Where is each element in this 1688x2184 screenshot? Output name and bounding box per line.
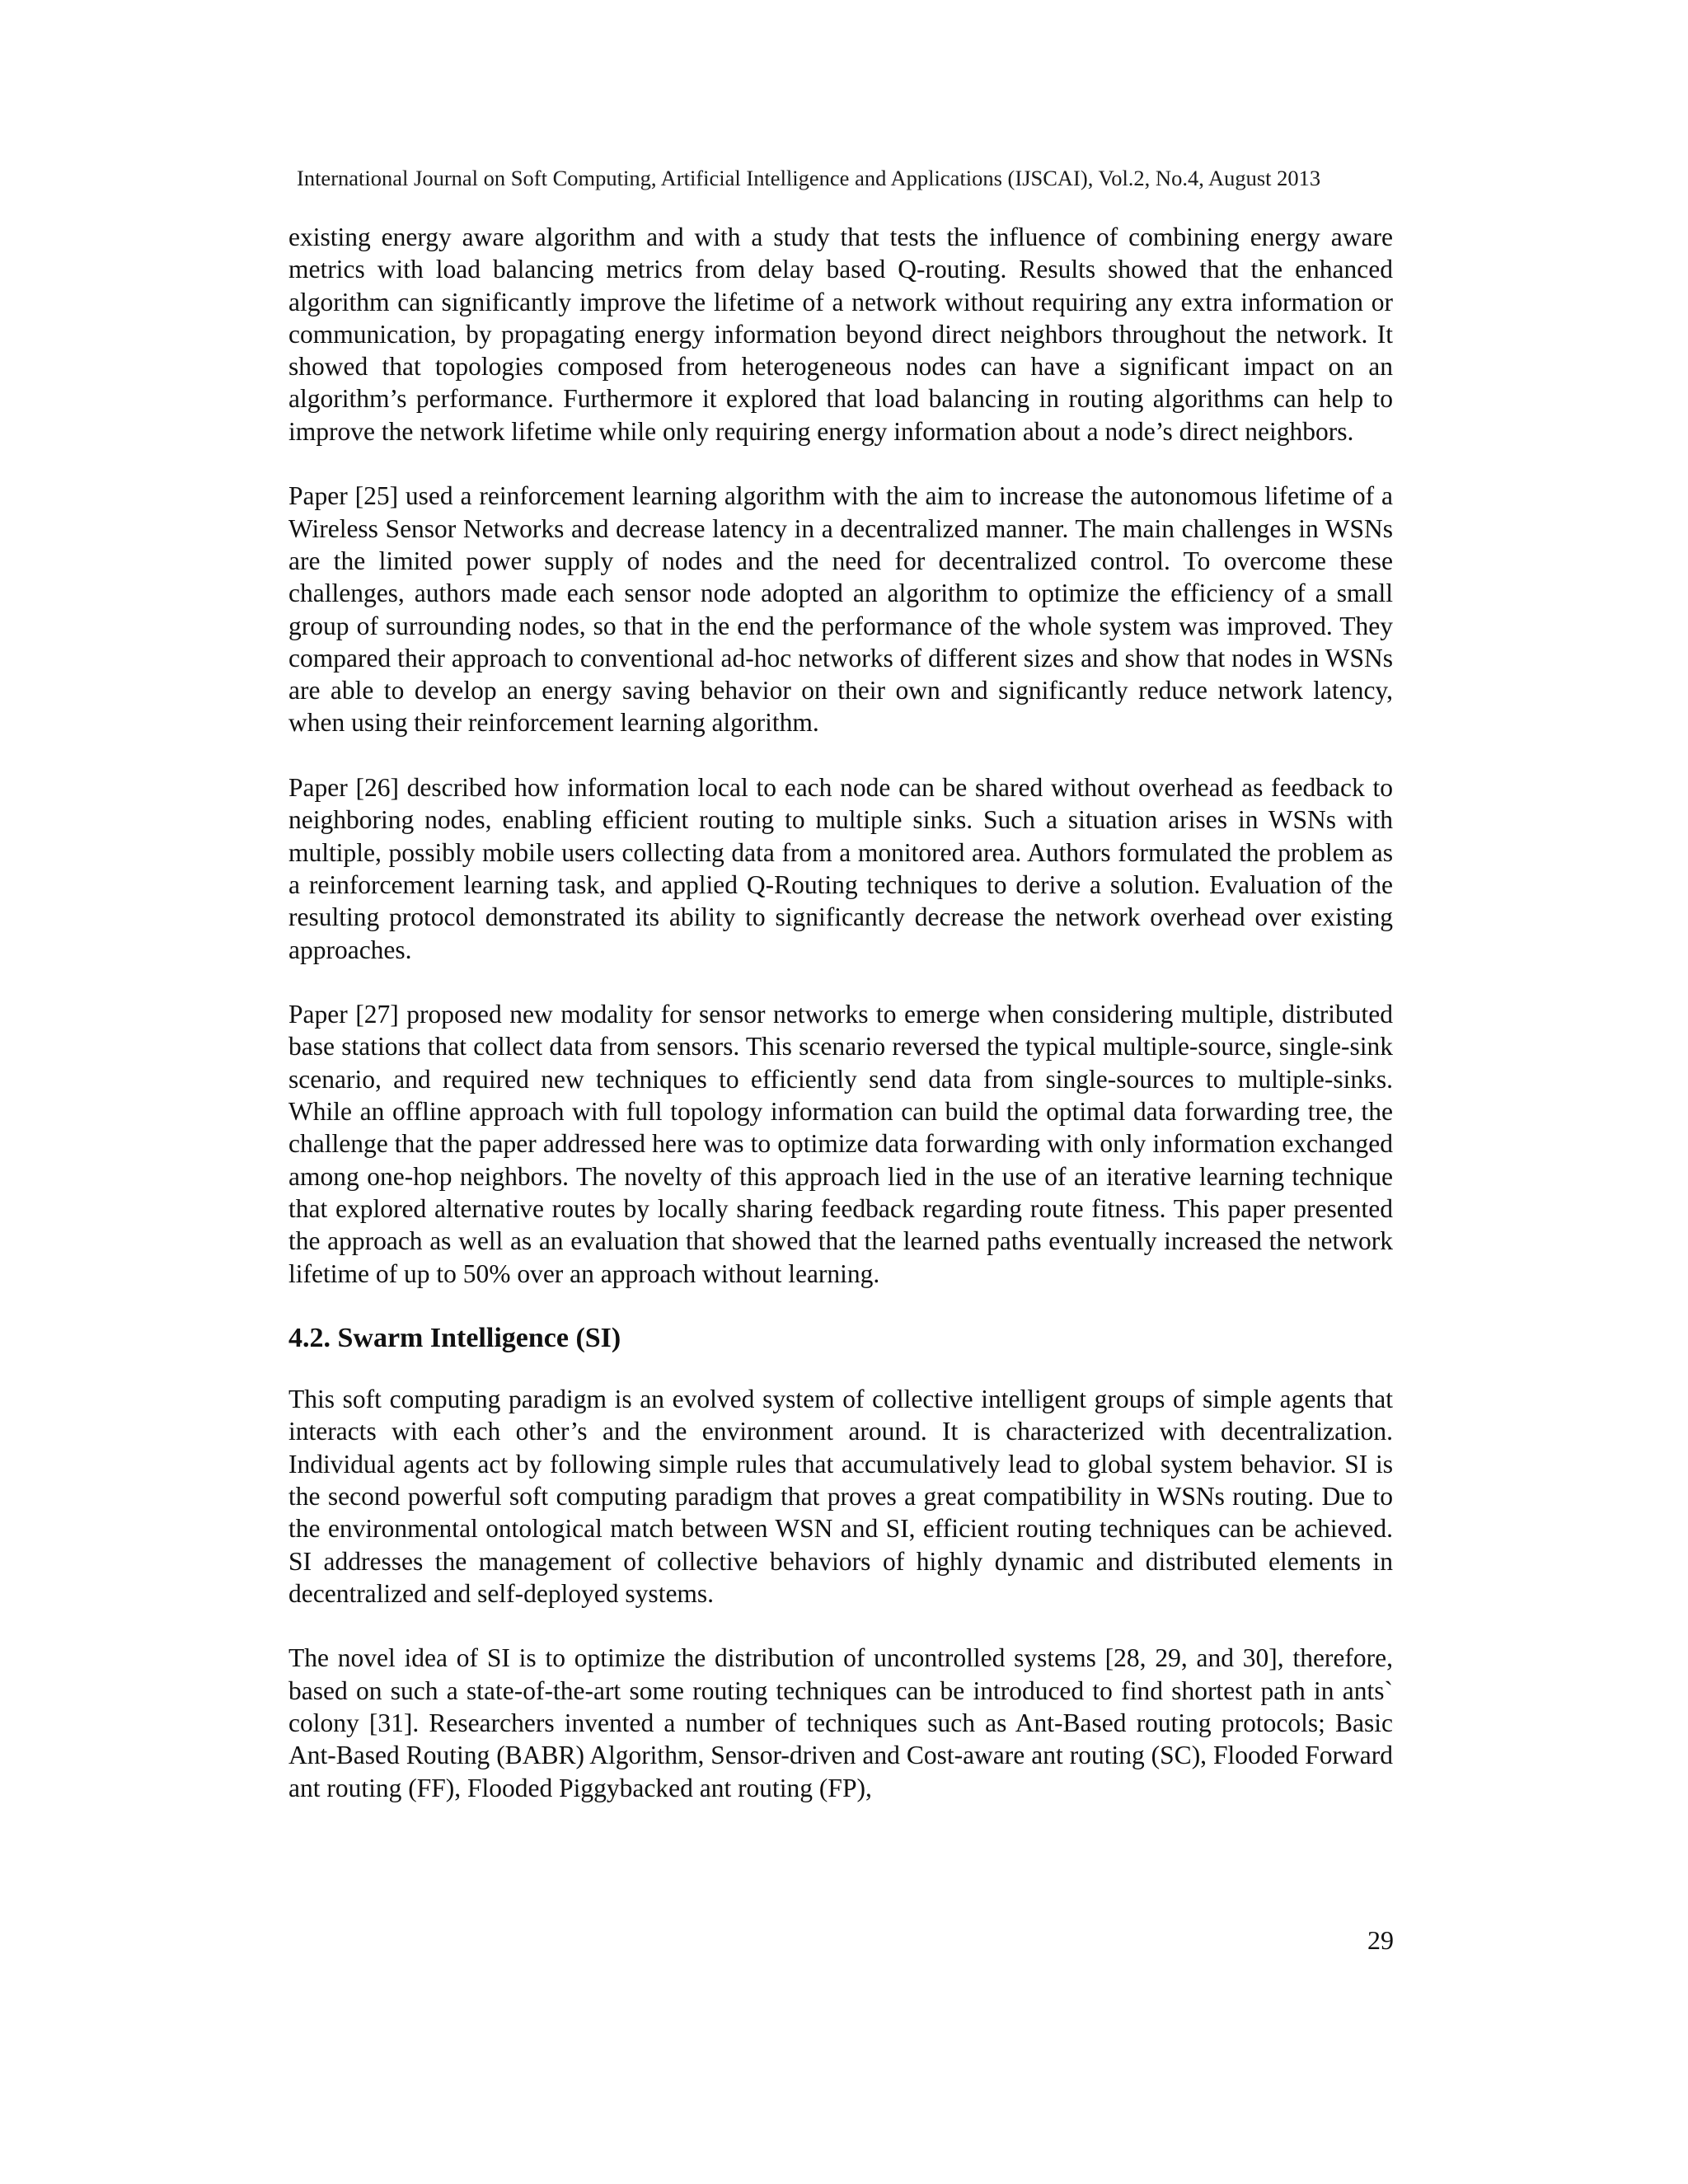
paragraph-continuation: existing energy aware algorithm and with a study that tests the influence of combining energy aware metrics with load balancing metrics from delay based Q-routing. Results showed that the enhanced algorithm can significantly improve the lifetime of a network without requiring any extra information or communication, by propagating energy information beyond direct neighbors throughout the network. It showed that topologies composed from heterogeneous nodes can have a significant impact on an algorithm’s performance. Furthermore it explored that load balancing in routing algorithms can help to improve the network lifetime while only requiring energy information about a node’s direct neighbors. <box>288 223 1393 446</box>
page-number: 29 <box>1367 1925 1394 1955</box>
paragraph-paper-27: Paper [27] proposed new modality for sensor networks to emerge when considering multiple, distributed base stations that collect data from sensors. This scenario reversed the typical multiple-source, single-sink scenario, and required new techniques to efficiently send data from single-sources to multiple-sinks. While an offline approach with full topology information can build the optimal data forwarding tree, the challenge that the paper addressed here was to optimize data forwarding with only information exchanged among one-hop neighbors. The novelty of this approach lied in the use of an iterative learning technique that explored alternative routes by locally sharing feedback regarding route fitness. This paper presented the approach as well as an evaluation that showed that the learned paths eventually increased the network lifetime of up to 50% over an approach without learning. <box>288 1000 1393 1288</box>
paragraph-si-novel-idea: The novel idea of SI is to optimize the distribution of uncontrolled systems [28, 29, and 30], therefore, based on such a state-of-the-art some routing techniques can be introduced to find shortest path in ants` colony [31]. Researchers invented a number of techniques such as Ant-Based routing protocols; Basic Ant-Based Routing (BABR) Algorithm, Sensor-driven and Cost-aware ant routing (SC), Flooded Forward ant routing (FF), Flooded Piggybacked ant routing (FP), <box>288 1643 1393 1802</box>
running-header: International Journal on Soft Computing, Artificial Intelligence and Applications (IJSCAI), Vol.2, No.4, August 2013 <box>297 166 1321 190</box>
paragraph-paper-26: Paper [26] described how information local to each node can be shared without overhead as feedback to neighboring nodes, enabling efficient routing to multiple sinks. Such a situation arises in WSNs with multiple, possibly mobile users collecting data from a monitored area. Authors formulated the problem as a reinforcement learning task, and applied Q-Routing techniques to derive a solution. Evaluation of the resulting protocol demonstrated its ability to significantly decrease the network overhead over existing approaches. <box>288 773 1393 964</box>
body-text <box>288 221 1393 1804</box>
section-heading: 4.2. Swarm Intelligence (SI) <box>288 1323 621 1354</box>
paragraph-paper-25: Paper [25] used a reinforcement learning algorithm with the aim to increase the autonomous lifetime of a Wireless Sensor Networks and decrease latency in a decentralized manner. The main challenges in WSNs are the limited power supply of nodes and the need for decentralized control. To overcome these challenges, authors made each sensor node adopted an algorithm to optimize the efficiency of a small group of surrounding nodes, so that in the end the performance of the whole system was improved. They compared their approach to conventional ad-hoc networks of different sizes and show that nodes in WSNs are able to develop an energy saving behavior on their own and significantly reduce network latency, when using their reinforcement learning algorithm. <box>288 481 1393 738</box>
paragraph-si-intro: This soft computing paradigm is an evolved system of collective intelligent groups of simple agents that interacts with each other’s and the environment around. It is characterized with decentralization. Individual agents act by following simple rules that accumulatively lead to global system behavior. SI is the second powerful soft computing paradigm that proves a great compatibility in WSNs routing. Due to the environmental ontological match between WSN and SI, efficient routing techniques can be achieved. SI addresses the management of collective behaviors of highly dynamic and distributed elements in decentralized and self-deployed systems. <box>288 1385 1393 1608</box>
